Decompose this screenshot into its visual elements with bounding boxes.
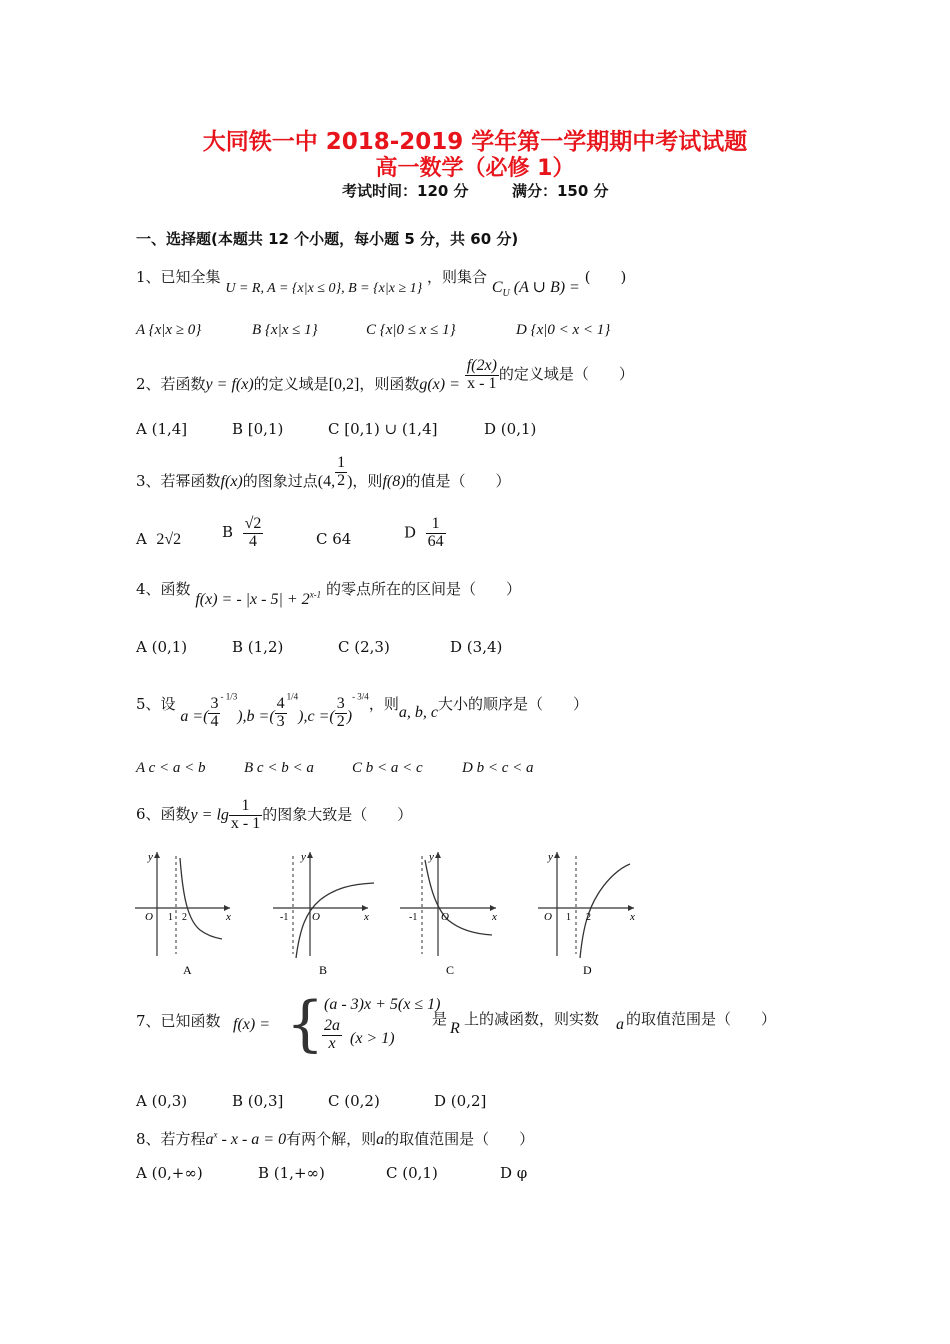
q7-option-c: C (0,2) [328,1092,380,1110]
q2-option-a: A (1,4] [136,420,188,438]
q8-math: $a^x - x - a = 0$ [205,1129,287,1148]
section-heading: 一、选择题(本题共 12 个小题，每小题 5 分，共 60 分) [136,230,519,248]
graph-d-o: O [544,911,552,923]
q7-mid1: 是 [432,1010,448,1028]
q3-mid2: ，则 [352,472,383,491]
q3-mid1: 的图象过点 [242,472,318,491]
q5-option-b: B c < b < a [244,760,314,776]
q7-R: R [450,1020,460,1037]
q2-option-d: D (0,1) [484,420,537,438]
graph-a-tick2: 2 [182,912,187,923]
q3-m1: f(x) [220,473,243,491]
graph-c-tick1: -1 [409,912,418,923]
q7-prefix: 7、已知函数 [136,1012,221,1030]
q7-mid2: 上的减函数，则实数 [464,1010,600,1028]
q7-option-a: A (0,3) [136,1092,188,1110]
q7-option-b: B (0,3] [232,1092,284,1110]
graph-d-tick1: 1 [566,912,571,923]
q1-option-d: D {x|0 < x < 1} [516,322,611,338]
q5-c-lhs: ),c =( [298,708,335,726]
q3-option-c: C 64 [316,530,352,548]
q6-prefix: 6、函数 [136,805,191,824]
q5-mid: ，则 [368,695,399,714]
graph-a-x: x [226,911,231,923]
q2-suffix: 的定义域是（ ） [498,365,634,384]
q8-option-c: C (0,1) [386,1164,438,1182]
graph-a [135,851,231,977]
q4-suffix: 的零点所在的区间是（ ） [325,580,521,598]
q1-math2: $C_U$ (A ∪ B) = [491,279,580,300]
graph-c [400,851,497,977]
q3-option-d: D $\frac{1}{64}$ [404,515,444,550]
q1-prefix: 1、已知全集 [136,268,221,286]
q7-suffix: 的取值范围是（ ） [626,1010,777,1028]
graph-c-label: C [446,963,455,977]
q5-a-frac: $\frac{3}{4}$ [210,695,219,730]
q1-paren: ( ) [584,268,627,286]
q6-lhs: y = lg [190,806,229,824]
q5-c-frac: $\frac{3}{2}$ [336,695,345,730]
q5-c-close: ) [346,708,353,726]
graph-a-o: O [145,911,153,923]
q5-c-exp: - 3/4 [352,691,369,702]
graph-a-y: y [148,851,153,863]
q7-a: a [616,1016,624,1033]
graph-c-y: y [429,851,434,863]
graph-d [538,851,635,977]
q2-mid2: ，则函数 [359,375,420,394]
q4-prefix: 4、函数 [136,580,191,598]
q7-case2-cond: (x > 1) [350,1030,395,1047]
q2-option-c: C [0,1) ∪ (1,4] [328,420,438,438]
graph-b-x: x [364,911,369,923]
q5-option-a: A c < a < b [136,760,206,776]
q5-vars: a, b, c [398,704,438,722]
q4-option-d: D (3,4) [450,638,503,656]
graph-a-label: A [183,963,192,977]
q2-m2: [0,2] [328,376,360,394]
question-8 [136,1128,534,1149]
exam-subtitle: 高一数学（必修 1） [375,156,575,181]
q2-m3: g(x) = [419,376,460,394]
q8-a: a [376,1131,385,1148]
graph-c-o: O [441,911,449,923]
question-2 [136,358,634,393]
graph-a-tick1: 1 [168,912,173,923]
question-4 [136,578,521,608]
q3-option-a: A 2√2 [136,530,182,548]
graph-b-o: O [312,911,320,923]
q1-option-b: B {x|x ≤ 1} [252,322,318,338]
q5-option-d: D b < c < a [462,760,534,776]
q4-option-c: C (2,3) [338,638,390,656]
exam-title: 大同铁一中 2018-2019 学年第一学期期中考试试题 [202,129,748,155]
q2-option-b: B [0,1) [232,420,284,438]
q1-option-c: C {x|0 ≤ x ≤ 1} [366,322,456,338]
q4-math: f(x) = - $|x - 5| + 2^{x-1}$ [195,589,322,608]
question-3 [136,455,511,490]
q8-option-d: D φ [500,1164,528,1182]
q7-brace: { [286,989,325,1059]
question-1 [136,266,627,300]
graph-b-tick1: -1 [280,912,289,923]
q5-suffix: 大小的顺序是（ ） [437,695,588,714]
q1-option-a: A {x|x ≥ 0} [136,322,202,338]
q3-suffix: 的值是（ ） [405,472,511,491]
graph-d-y: y [548,851,553,863]
q3-point-open: (4, [317,473,336,491]
q8-mid: 有两个解，则 [286,1130,377,1148]
q8-option-b: B (1,+∞) [258,1164,325,1182]
q8-option-a: A (0,+∞) [136,1164,203,1182]
q8-prefix: 8、若方程 [136,1130,206,1148]
q7-lhs: f(x) = [233,1016,270,1033]
exam-score: 满分：150 分 [512,182,609,200]
q5-option-c: C b < a < c [352,760,423,776]
q5-b-exp: 1/4 [286,691,299,702]
q7-case1: (a - 3)x + 5(x ≤ 1) [324,996,441,1013]
q6-graphs [130,848,650,983]
question-5 [136,684,588,730]
q2-mid1: 的定义域是 [253,375,329,394]
q7-option-d: D (0,2] [434,1092,487,1110]
q4-option-a: A (0,1) [136,638,188,656]
q3-prefix: 3、若幂函数 [136,472,221,491]
question-6 [136,798,412,833]
q1-mid: ，则集合 [427,268,488,286]
q3-point-frac: $\frac{1}{2}$ [337,454,346,489]
q8-suffix: 的取值范围是（ ） [384,1130,535,1148]
graph-c-x: x [492,911,497,923]
q3-m2: f(8) [382,473,406,491]
q2-prefix: 2、若函数 [136,375,206,394]
q1-math: U = R, A = {x|x ≤ 0}, B = {x|x ≥ 1} [225,281,423,296]
graph-d-label: D [583,963,592,977]
q3-option-b: B $\frac{√2}{4}$ [222,515,262,550]
q7-case2-frac: $\frac{2a}{x}$ [324,1017,340,1052]
q5-b-lhs: ),b =( [237,708,275,726]
graph-d-x: x [630,911,635,923]
q5-prefix: 5、设 [136,695,176,714]
q3-point-close: ) [347,473,353,491]
q5-a-exp: - 1/3 [220,691,238,702]
graph-b-label: B [319,963,328,977]
graph-d-tick2: 2 [586,912,591,923]
q5-a-lhs: a =( [180,708,209,726]
graph-b [273,851,374,977]
q2-fraction: $\frac{f(2x)}{x - 1}$ [466,357,497,392]
q2-m1: y = f(x) [205,376,254,394]
graph-b-y: y [301,851,306,863]
q4-option-b: B (1,2) [232,638,284,656]
q6-suffix: 的图象大致是（ ） [262,805,413,824]
q6-fraction: $\frac{1}{x - 1}$ [230,797,261,832]
exam-time: 考试时间：120 分 [342,182,469,200]
q5-b-frac: $\frac{4}{3}$ [276,695,285,730]
